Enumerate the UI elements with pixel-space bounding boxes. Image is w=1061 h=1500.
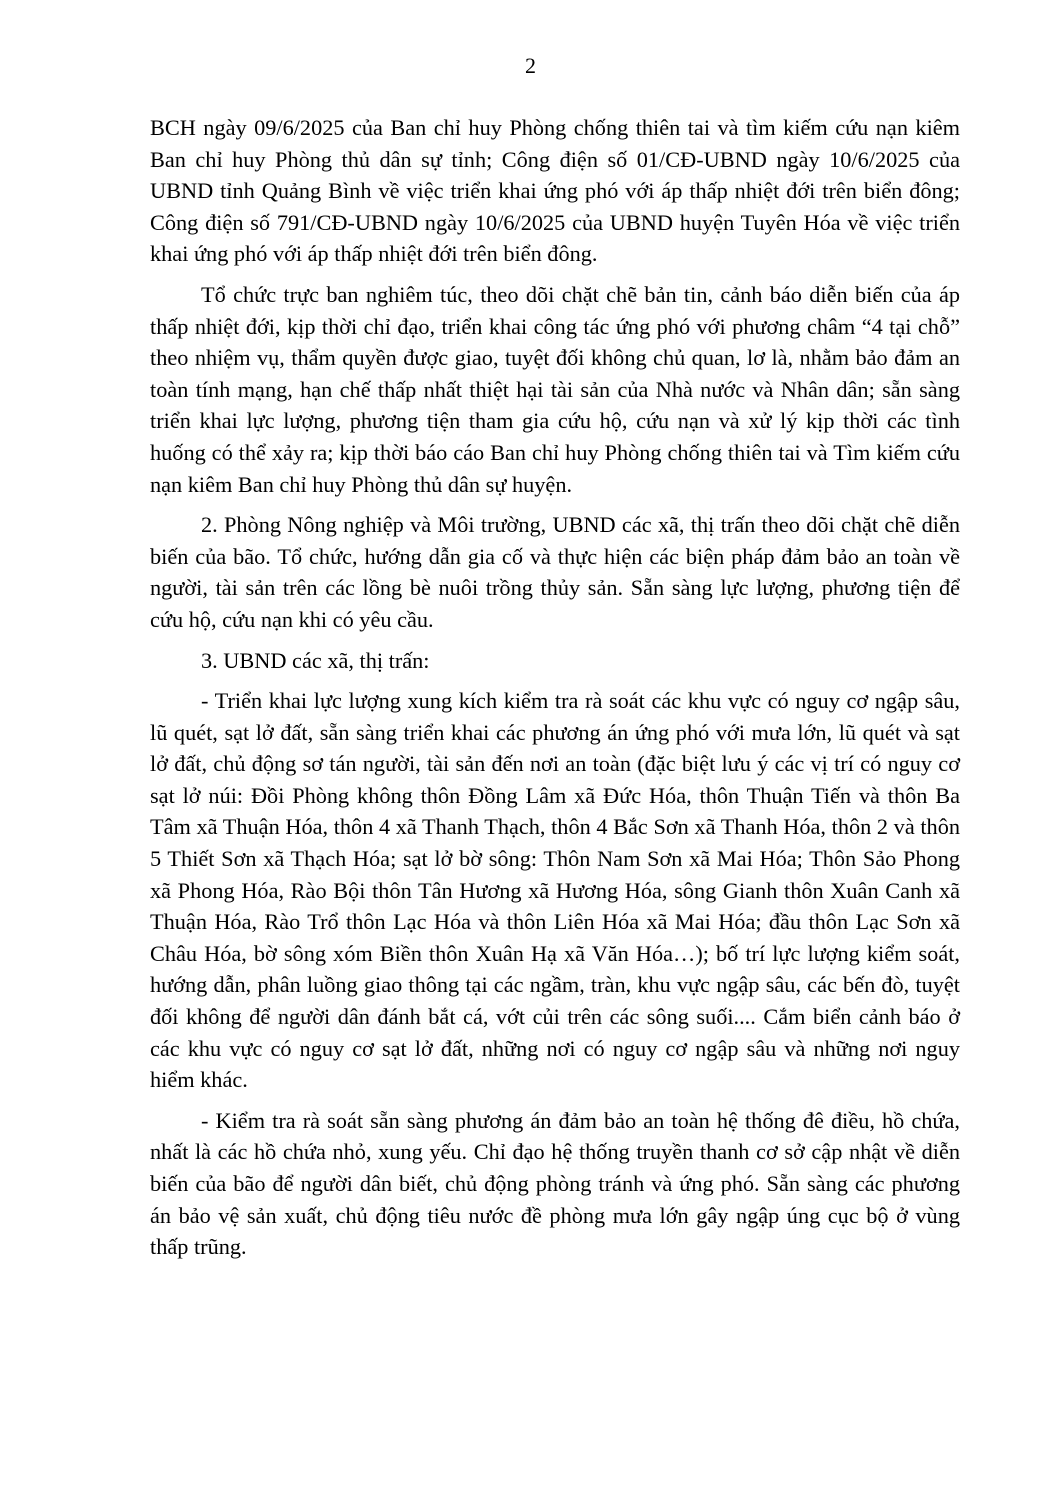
paragraph-item-2: 2. Phòng Nông nghiệp và Môi trường, UBND các xã, thị trấn theo dõi chặt chẽ diễn biến của bão. Tổ chức, hướng dẫn gia cố và thực hiện các biện pháp đảm bảo an toàn về người, tài sản trên các lồng bè nuôi trồng thủy sản. Sẵn sàng lực lượng, phương tiện để cứu hộ, cứu nạn khi có yêu cầu.: [150, 512, 960, 632]
document-body: [150, 112, 960, 1272]
paragraph-item-3-bullet-2: - Kiểm tra rà soát sẵn sàng phương án đảm bảo an toàn hệ thống đê điều, hồ chứa, nhất là các hồ chứa nhỏ, xung yếu. Chỉ đạo hệ thống truyền thanh cơ sở cập nhật về diễn biến của bão để người dân biết, chủ động phòng tránh và ứng phó. Sẵn sàng các phương án bảo vệ sản xuất, chủ động tiêu nước đề phòng mưa lớn gây ngập úng cục bộ ở vùng thấp trũng.: [150, 1107, 960, 1260]
paragraph-item-3-heading: 3. UBND các xã, thị trấn:: [201, 647, 430, 673]
paragraph-item-3-bullet-1: - Triển khai lực lượng xung kích kiểm tra rà soát các khu vực có nguy cơ ngập sâu, lũ quét, sạt lở đất, sẵn sàng triển khai các phương án ứng phó với mưa lớn, lũ quét và sạt lở đất, chủ động sơ tán người, tài sản đến nơi an toàn (đặc biệt lưu ý các vị trí có nguy cơ sạt lở núi: Đồi Phòng không thôn Đồng Lâm xã Đức Hóa, thôn Thuận Tiến và thôn Ba Tâm xã Thuận Hóa, thôn 4 xã Thanh Thạch, thôn 4 Bắc Sơn xã Thanh Hóa, thôn 2 và thôn 5 Thiết Sơn xã Thạch Hóa; sạt lở bờ sông: Thôn Nam Sơn xã Mai Hóa; Thôn Sảo Phong xã Phong Hóa, Rào Bội thôn Tân Hương xã Hương Hóa, sông Gianh thôn Xuân Canh xã Thuận Hóa, Rào Trổ thôn Lạc Hóa và thôn Liên Hóa xã Mai Hóa; đầu thôn Lạc Sơn xã Châu Hóa, bờ sông xóm Biền thôn Xuân Hạ xã Văn Hóa…); bố trí lực lượng kiểm soát, hướng dẫn, phân luồng giao thông tại các ngầm, tràn, khu vực ngập sâu, các bến đò, tuyệt đối không để người dân đánh bắt cá, vớt củi trên các sông suối.... Cắm biển cảnh báo ở các khu vực có nguy cơ sạt lở đất, những nơi có nguy cơ ngập sâu và những nơi nguy hiểm khác.: [150, 688, 960, 1093]
page-number: 2: [525, 53, 536, 78]
paragraph-duty-organization: Tổ chức trực ban nghiêm túc, theo dõi chặt chẽ bản tin, cảnh báo diễn biến của áp thấp nhiệt đới, kịp thời chỉ đạo, triển khai công tác ứng phó với phương châm “4 tại chỗ” theo nhiệm vụ, thẩm quyền được giao, tuyệt đối không chủ quan, lơ là, nhằm bảo đảm an toàn tính mạng, hạn chế thấp nhất thiệt hại tài sản của Nhà nước và Nhân dân; sẵn sàng triển khai lực lượng, phương tiện tham gia cứu hộ, cứu nạn và xử lý kịp thời các tình huống có thể xảy ra; kịp thời báo cáo Ban chỉ huy Phòng chống thiên tai và Tìm kiếm cứu nạn kiêm Ban chỉ huy Phòng thủ dân sự huyện.: [150, 281, 960, 497]
paragraph-continuation: BCH ngày 09/6/2025 của Ban chỉ huy Phòng chống thiên tai và tìm kiếm cứu nạn kiêm Ban chỉ huy Phòng thủ dân sự tỉnh; Công điện số 01/CĐ-UBND ngày 10/6/2025 của UBND tỉnh Quảng Bình về việc triển khai ứng phó với áp thấp nhiệt đới trên biển đông; Công điện số 791/CĐ-UBND ngày 10/6/2025 của UBND huyện Tuyên Hóa về việc triển khai ứng phó với áp thấp nhiệt đới trên biển đông.: [150, 115, 960, 267]
